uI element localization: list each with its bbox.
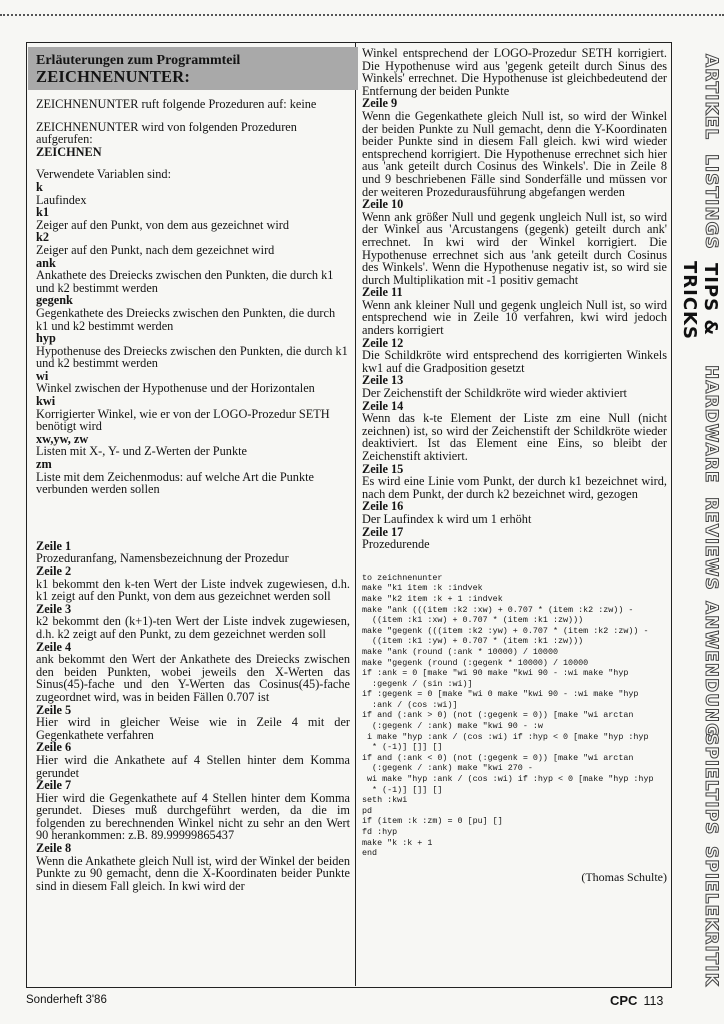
variables-heading: Verwendete Variablen sind: [36,167,171,182]
sidebar-section: REVIEWS [701,497,721,591]
variable-name: xw,yw, zw [36,431,89,446]
variable-description: Ankathete des Dreiecks zwischen den Punkten, die durch k1 und k2 bestimmt werden [36,268,334,295]
line-description: Wenn ank größer Null und gegenk ungleich Null ist, so wird der Winkel aus 'Arcustangens (gegenk) geteilt durch ank' errechnet. In kwi wird der Winkel korrigiert. Die Hypothenuse errechnet sich aus 'ank geteilt durch Cosinus des Winkels'. Wenn die Hypothenuse negativ ist, so wird sie durch Multiplikation mit -1 positiv gemacht [362,209,667,287]
line-heading: Zeile 12 [362,335,404,350]
variable-description: Winkel zwischen der Hypothenuse und der Horizontalen [36,381,315,396]
intro-calls: ZEICHNENUNTER ruft folgende Prozeduren auf: keine [36,97,317,111]
page-number: 113 [643,994,664,1008]
line-heading: Zeile 6 [36,740,72,755]
variable-name: zm [36,457,52,472]
sidebar-section: ARTIKEL [701,53,721,141]
variable-name: k [36,179,43,194]
line-heading: Zeile 4 [36,639,72,654]
title-line-2: ZEICHNENUNTER: [36,67,191,86]
variable-description: Gegenkathete des Dreiecks zwischen den Punkten, die durch k1 und k2 bestimmt werden [36,305,336,333]
line-heading: Zeile 7 [36,778,72,793]
footer-page [610,993,663,1008]
right-line-explanations [362,97,667,550]
variable-description: Hypothenuse des Dreiecks zwischen den Punkten, die durch k1 und k2 bestimmt werden [36,343,348,371]
line-description: ank bekommt den Wert der Ankathete des Dreiecks zwischen den beiden Punkten, wobei jeweils den X-Werten das Sinus(45)-fache und den Y-Werten das Cosinus(45)-fache zugeordnet wird, was in beiden Fällen 0.707 ist [36,652,350,704]
line-heading: Zeile 2 [36,564,72,578]
title-line-1: Erläuterungen zum Programmteil [36,53,241,68]
variable-name: hyp [36,331,56,346]
intro-called-by: ZEICHNENUNTER wird von folgenden Prozeduren aufgerufen: [36,119,297,147]
line-heading: Zeile 16 [362,499,404,514]
line-description: Prozedurende [362,537,430,552]
line-description: k2 bekommt den (k+1)-ten Wert der Liste indvek zugewiesen, d.h. k2 zeigt auf den Punkt, zu dem gezeichnet werden soll [36,614,350,641]
footer-issue: Sonderheft 3'86 [26,994,107,1006]
line-description: Wenn ank kleiner Null und gegenk ungleich Null ist, so wird entsprechend wie in Zeile 10 verfahren, kwi wird jedoch anders korrigiert [362,297,667,338]
line-description: Wenn die Gegenkathete gleich Null ist, so wird der Winkel der beiden Punkte zu Null gemacht, denn die Y-Koordinaten beider Punkte sind in diesem Fall gleich. kwi wird wieder entsprechend korrigiert. Die Hypothenuse errechnet sich hier aus 'ank geteilt durch Cosinus des Winkels'. Die in Zeile 8 und 9 beschriebenen Fälle sind Sonderfälle und müssen vor der weiteren Prozedurausführung abgefangen werden [362,108,667,199]
sidebar-section: HARDWARE [701,364,721,484]
line-description: Hier wird in gleicher Weise wie in Zeile 4 mit der Gegenkathete verfahren [36,715,350,742]
variable-description: Korrigierter Winkel, wie er von der LOGO-Prozedur SETH benötigt wird [36,406,330,434]
continued-text: Winkel entsprechend der LOGO-Prozedur SETH korrigiert. Die Hypothenuse wird aus 'gegenk geteilt durch Sinus des Winkels' errechnet. Die Hypothenuse ist gleichbedeutend der Entfernung der beiden Punkte [362,46,667,98]
line-heading: Zeile 14 [362,398,404,413]
variable-name: wi [36,368,49,383]
left-line-explanations [36,540,350,893]
section-sidebar [675,46,721,990]
footer-brand: CPC [610,993,638,1008]
sidebar-section: SPIELTIPS [701,732,721,836]
line-description: Es wird eine Linie vom Punkt, der durch k1 bezeichnet wird, nach dem Punkt, der durch k2 bezeichnet wird, gezogen [362,474,667,501]
line-heading: Zeile 5 [36,702,72,717]
right-column [362,47,667,883]
line-heading: Zeile 10 [362,197,404,212]
sidebar-section: LISTINGS [701,154,721,250]
line-heading: Zeile 3 [36,601,72,616]
line-heading: Zeile 11 [362,285,403,300]
line-description: Die Schildkröte wird entsprechend des korrigierten Winkels kw1 auf die Gradposition gesetzt [362,348,667,375]
called-by-name: ZEICHNEN [36,144,102,159]
line-heading: Zeile 15 [362,461,404,476]
line-description: k1 bekommt den k-ten Wert der Liste indvek zugewiesen, d.h. k1 zeigt auf den Punkt, von dem aus gezeichnet werden soll [36,576,350,604]
variable-name: k2 [36,230,49,245]
line-heading: Zeile 17 [362,524,404,539]
line-description: Wenn das k-te Element der Liste zm eine Null (nicht zeichnen) ist, so wird der Zeichenstift der Schildkröte wieder deaktiviert. Ist das Element eine Eins, so bleibt der Zeichenstift aktiviert. [362,411,667,463]
line-heading: Zeile 1 [36,538,72,553]
line-heading: Zeile 8 [36,841,72,856]
sidebar-section: SPIELEKRITIK [701,846,721,987]
column-divider [355,43,356,986]
line-description: Wenn die Ankathete gleich Null ist, wird der Winkel der beiden Punkte zu 90 gemacht, denn die X-Koordinaten beider Punkte sind in diesem Fall gleich. In kwi wird der [36,853,350,893]
top-edge-dots [0,14,724,16]
variable-description: Zeiger auf den Punkt, von dem aus gezeichnet wird [36,217,290,232]
variable-description: Listen mit X-, Y- und Z-Werten der Punkte [36,444,247,459]
variable-description: Liste mit dem Zeichenmodus: auf welche Art die Punkte verbunden werden sollen [36,469,314,497]
line-description: Hier wird die Gegenkathete auf 4 Stellen hinter dem Komma gerundet. Dieses muß durchgeführt werden, da die im folgenden zu berechnenden Winkel nicht zu sehr an den Wert 90 herankommen: z.B. 89.99999865437 [36,790,350,843]
variable-name: gegenk [36,293,73,308]
variable-description: Zeiger auf den Punkt, nach dem gezeichnet wird [36,242,275,257]
sidebar-section: TIPS & TRICKS [679,260,721,340]
line-description: Prozeduranfang, Namensbezeichnung der Prozedur [36,551,289,566]
line-description: Der Laufindex k wird um 1 erhöht [362,511,532,526]
line-description: Hier wird die Ankathete auf 4 Stellen hinter dem Komma gerundet [36,752,350,780]
line-description: Der Zeichenstift der Schildkröte wird wieder aktiviert [362,386,627,401]
logo-code-listing: to zeichnenunter make "k1 item :k :indvek make "k2 item :k + 1 :indvek make "ank (((item :k2 :xw) + 0.707 * (item :k2 :zw)) - ((item :k1 :xw) + 0.707 * (item :k1 :zw))) make "gegenk (((item :k2 :yw) + 0.707 * (item :k2 :zw)) - ((item :k1 :yw) + 0.707 * (item :k1 :zw))) make "ank (round (:ank * 10000) / 10000 make "gegenk (round (:gegenk * 10000) / 10000 if :ank = 0 [make "wi 90 make "kwi 90 - :wi make "hyp :gegenk / (sin :wi)] if :gegenk = 0 [make "wi 0 make "kwi 90 - :wi make "hyp :ank / (cos :wi)] if and (:ank > 0) (not (:gegenk = 0)) [make "wi arctan (:gegenk / :ank) make "kwi 90 - :w i make "hyp :ank / (cos :wi) if :hyp < 0 [make "hyp :hyp * (-1)] []] [] if and (:ank < 0) (not (:gegenk = 0)) [make "wi arctan (:gegenk / :ank) make "kwi 270 - wi make "hyp :ank / (cos :wi) if :hyp < 0 [make "hyp :hyp * (-1)] []] [] seth :kwi pd if (item :k :zm) = 0 [pu] [] fd :hyp make "k :k + 1 end [362,572,654,859]
variable-name: k1 [36,205,49,220]
variable-description: Laufindex [36,192,87,207]
author-signature: (Thomas Schulte) [581,869,667,884]
sidebar-section: ANWENDUNG [701,601,721,739]
line-heading: Zeile 9 [362,96,398,111]
left-column [36,47,350,892]
variable-list [36,181,350,496]
title-box [28,47,358,90]
line-heading: Zeile 13 [362,373,404,388]
variable-name: ank [36,255,56,270]
variable-name: kwi [36,394,56,409]
